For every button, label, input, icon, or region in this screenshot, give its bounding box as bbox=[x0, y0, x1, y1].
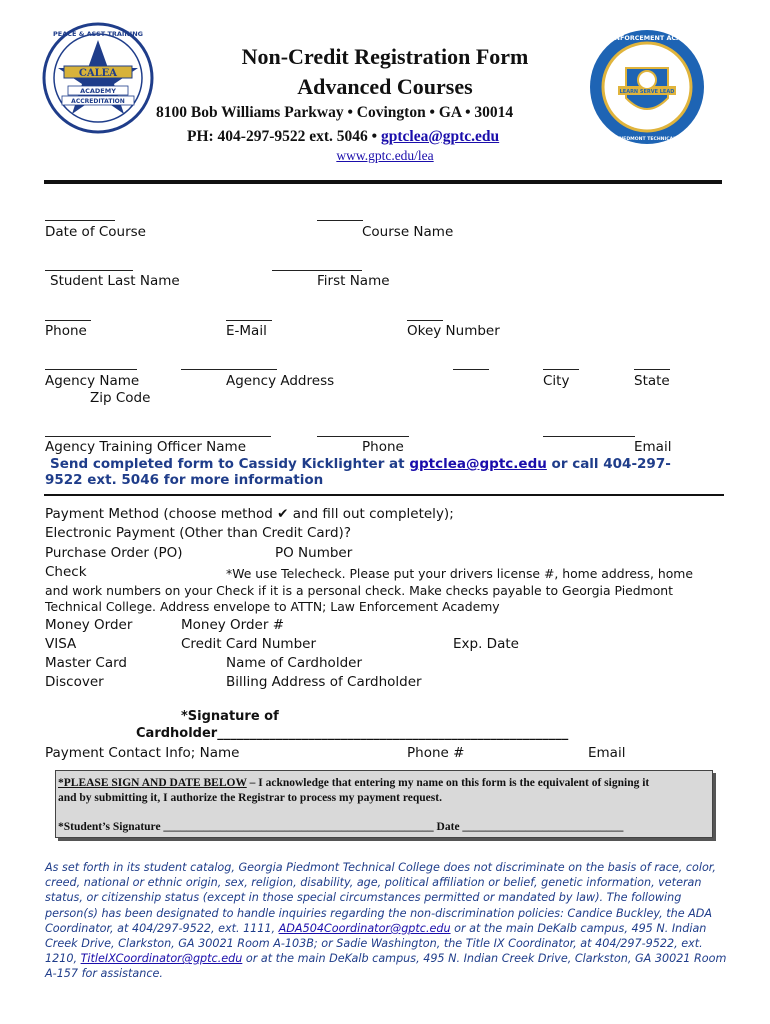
purchase-order-option[interactable]: Purchase Order (PO) bbox=[45, 545, 183, 561]
website-link[interactable]: www.gptc.edu/lea bbox=[336, 148, 434, 163]
officer-email-label: Email bbox=[634, 439, 672, 455]
okey-number-label: Okey Number bbox=[407, 323, 500, 339]
send-note-email-link[interactable]: gptclea@gptc.edu bbox=[409, 456, 547, 472]
svg-text:PEACE & ASST TRAINING: PEACE & ASST TRAINING bbox=[53, 30, 143, 38]
money-order-option[interactable]: Money Order bbox=[45, 617, 133, 633]
student-last-name-label: Student Last Name bbox=[50, 273, 180, 289]
svg-text:ACCREDITATION: ACCREDITATION bbox=[71, 98, 125, 105]
student-signature-line[interactable]: *Student’s Signature _______________________________________________ Date ____________________________ bbox=[58, 821, 624, 833]
officer-phone-line[interactable] bbox=[317, 436, 409, 437]
acknowledgement-line2: and by submitting it, I authorize the Registrar to process my payment request. bbox=[58, 792, 442, 804]
zip-code-label: Zip Code bbox=[90, 390, 151, 406]
check-note-1: *We use Telecheck. Please put your drivers license #, home address, home bbox=[226, 566, 693, 581]
money-order-number-label: Money Order # bbox=[181, 617, 285, 633]
check-note-3: Technical College. Address envelope to ATTN; Law Enforcement Academy bbox=[45, 599, 500, 614]
zip-line[interactable] bbox=[453, 369, 489, 370]
acknowledgement-line1: *PLEASE SIGN AND DATE BELOW – I acknowledge that entering my name on this form is the equivalent of signing it bbox=[58, 777, 650, 789]
okey-number-line[interactable] bbox=[407, 320, 443, 321]
course-name-label: Course Name bbox=[362, 224, 454, 240]
address-line: 8100 Bob Williams Parkway • Covington • GA • 30014 bbox=[156, 104, 514, 121]
send-note-line2: 9522 ext. 5046 for more information bbox=[45, 472, 324, 488]
state-line[interactable] bbox=[634, 369, 670, 370]
course-name-line[interactable] bbox=[317, 220, 363, 221]
cardholder-signature-line[interactable]: Cardholder______________________________________________________ bbox=[136, 726, 569, 741]
form-subtitle: Advanced Courses bbox=[297, 74, 473, 99]
agency-address-line[interactable] bbox=[181, 369, 277, 370]
svg-text:LAW ENFORCEMENT ACADEMY: LAW ENFORCEMENT ACADEMY bbox=[592, 34, 702, 42]
student-last-name-line[interactable] bbox=[45, 270, 133, 271]
phone-line[interactable] bbox=[45, 320, 91, 321]
check-note-2: and work numbers on your Check if it is a personal check. Make checks payable to Georgia Piedmont bbox=[45, 583, 673, 598]
payment-contact-name-label: Payment Contact Info; Name bbox=[45, 745, 240, 761]
master-card-option[interactable]: Master Card bbox=[45, 655, 127, 671]
email-line[interactable] bbox=[226, 320, 272, 321]
name-of-cardholder-label: Name of Cardholder bbox=[226, 655, 362, 671]
exp-date-label: Exp. Date bbox=[453, 636, 519, 652]
check-option[interactable]: Check bbox=[45, 564, 87, 580]
agency-name-line[interactable] bbox=[45, 369, 137, 370]
checkmark-icon: ✔ bbox=[277, 506, 289, 522]
training-officer-label: Agency Training Officer Name bbox=[45, 439, 247, 455]
payment-method-label: Payment Method (choose method ✔ and fill out completely); bbox=[45, 506, 454, 522]
title-ix-email-link[interactable]: TitleIXCoordinator@gptc.edu bbox=[80, 952, 243, 966]
email-link[interactable]: gptclea@gptc.edu bbox=[380, 128, 500, 145]
state-label: State bbox=[634, 373, 670, 389]
training-officer-line[interactable] bbox=[45, 436, 271, 437]
date-of-course-label: Date of Course bbox=[45, 224, 146, 240]
discover-option[interactable]: Discover bbox=[45, 674, 104, 690]
header-divider bbox=[44, 180, 722, 184]
phone-label: Phone bbox=[45, 323, 87, 339]
send-note: Send completed form to Cassidy Kicklighter at gptclea@gptc.edu or call 404-297- bbox=[50, 456, 671, 472]
non-discrimination-notice: As set forth in its student catalog, Georgia Piedmont Technical College does not discriminate on the basis of race, color, creed, national or ethnic origin, sex, religion, disability, age, political affiliation or belief, genetic information, veteran status, or citizenship status (except in those special circumstances permitted or mandated by law). The following person(s) has been designated to handle inquiries regarding the non-discrimination policies: Candice Buckley, the ADA Coordinator, at 404/297-9522, ext. 1111, ADA504Coordinator@gptc.edu or at the main DeKalb campus, 495 N. Indian Creek Drive, Clarkston, GA 30021 Room A-103B; or Sadie Washington, the Title IX Coordinator, at 404/297-9522, ext. 1210, TitleIXCoordinator@gptc.edu or at the main DeKalb campus, 495 N. Indian Creek Drive, Clarkston, GA 30021 Room A-157 for assistance. bbox=[45, 861, 727, 981]
calea-logo-text: CALEA bbox=[78, 68, 118, 79]
form-title: Non-Credit Registration Form bbox=[241, 44, 529, 69]
credit-card-number-label: Credit Card Number bbox=[181, 636, 316, 652]
phone-line: PH: 404-297-9522 ext. 5046 • gptclea@gptc.edu bbox=[187, 128, 500, 145]
first-name-label: First Name bbox=[317, 273, 390, 289]
email-label: E-Mail bbox=[226, 323, 267, 339]
agency-name-label: Agency Name bbox=[45, 373, 140, 389]
officer-phone-label: Phone bbox=[362, 439, 404, 455]
billing-address-label: Billing Address of Cardholder bbox=[226, 674, 422, 690]
city-label: City bbox=[543, 373, 570, 389]
payment-contact-phone-label: Phone # bbox=[407, 745, 465, 761]
svg-text:GEORGIA PIEDMONT TECHNICAL COL: GEORGIA PIEDMONT TECHNICAL COLLEGE bbox=[593, 137, 701, 142]
cardholder-signature-label: *Signature of bbox=[181, 709, 279, 724]
agency-address-label: Agency Address bbox=[226, 373, 335, 389]
payment-contact-email-label: Email bbox=[588, 745, 626, 761]
city-line[interactable] bbox=[543, 369, 579, 370]
svg-text:LEARN SERVE LEAD: LEARN SERVE LEAD bbox=[619, 89, 675, 95]
date-of-course-line[interactable] bbox=[45, 220, 115, 221]
electronic-payment-option[interactable]: Electronic Payment (Other than Credit Card)? bbox=[45, 525, 351, 541]
visa-option[interactable]: VISA bbox=[45, 636, 77, 652]
svg-text:ACADEMY: ACADEMY bbox=[80, 87, 116, 95]
section-divider bbox=[44, 494, 724, 496]
po-number-label: PO Number bbox=[275, 545, 353, 561]
ada-email-link[interactable]: ADA504Coordinator@gptc.edu bbox=[278, 921, 451, 935]
officer-email-line[interactable] bbox=[543, 436, 635, 437]
first-name-line[interactable] bbox=[272, 270, 362, 271]
